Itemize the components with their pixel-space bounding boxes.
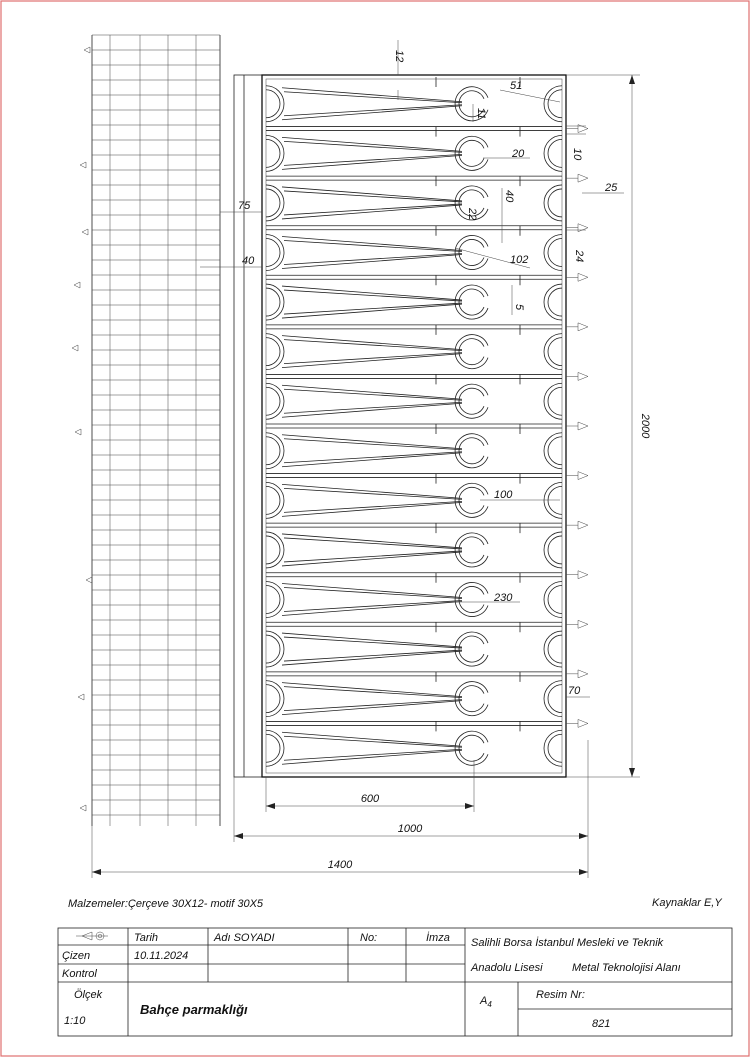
dim-12 [393,40,405,100]
date-header: Tarih [134,932,159,944]
edge-arrow-head [578,273,588,281]
dim-51-text: 51 [510,80,523,92]
dim-2000 [566,75,651,777]
school-line-2a: Anadolu Lisesi [471,962,543,974]
dim-75-text: 75 [238,200,251,212]
dim-10 [566,126,586,161]
dim-24-text: 24 [573,250,585,263]
paper-size-main: A [480,995,488,1007]
dim-40-b [200,255,262,267]
dim-1000 [234,740,588,842]
motif-module [266,275,562,320]
dim-1000-text: 1000 [397,823,423,835]
paper-size [479,995,492,1009]
signature-header: İmza [426,932,450,944]
motif-module [266,424,562,469]
dim-22-text: 22 [466,208,478,221]
dim-20-text: 20 [512,148,525,160]
edge-arrow-head [578,323,588,331]
wall-hatch-mark [74,282,80,288]
motif-module [266,573,562,618]
dim-11-text: 11 [475,108,487,120]
dim-70-text: 70 [568,685,581,697]
drawing-title: Bahçe parmaklığı [140,1002,248,1017]
edge-arrow-head [578,422,588,430]
motif-module [266,325,562,370]
scale-value: 1:10 [64,1015,86,1027]
dim-11 [473,104,487,122]
wall-hatch-mark [80,162,86,168]
paper-size-sub: 4 [487,1000,492,1009]
edge-arrow-head [578,670,588,678]
wall-hatch-mark [75,429,81,435]
wall-hatch-mark [80,805,86,811]
control-label: Kontrol [62,968,97,980]
dim-100-text: 100 [494,489,513,501]
dim-75 [220,200,262,212]
motif-module [266,374,562,419]
school-line-1: Salihli Borsa İstanbul Mesleki ve Teknik [471,937,664,949]
edge-arrow-head [578,174,588,182]
dim-25 [582,182,624,194]
edge-arrow-head [578,472,588,480]
drawn-label: Çizen [62,950,91,962]
dim-230-text: 230 [494,592,513,604]
dim-5-text: 5 [513,304,525,311]
edge-arrow-head [578,372,588,380]
name-header: Adı SOYADI [214,932,275,944]
dim-5 [512,285,525,315]
dim-1400 [92,826,588,878]
edge-arrow-head [578,521,588,529]
author-note: Kaynaklar E,Y [652,897,722,909]
dim-40-b-text: 40 [242,255,255,267]
dim-40-a-text: 40 [503,190,515,203]
scale-label: Ölçek [74,989,103,1001]
edge-arrow-head [578,571,588,579]
wall-hatch-mark [84,47,90,53]
dim-1400-text: 1400 [327,859,353,871]
wall-hatch-mark [86,577,92,583]
no-header: No: [360,932,378,944]
drawing-no: 821 [592,1018,611,1030]
dim-25-text: 25 [605,182,618,194]
edge-arrow-head [578,620,588,628]
wall-hatch-mark [72,345,78,351]
dim-51 [500,80,560,102]
motif-module [266,474,562,519]
projection-symbol-icon [76,932,108,940]
dim-2000-text: 2000 [639,413,651,439]
motif-module [266,523,562,568]
drawing-no-label: Resim Nr: [536,989,585,1001]
dim-600-text: 600 [360,793,380,805]
wall-hatch-mark [78,694,84,700]
dim-40-a [502,188,515,243]
edge-arrow-head [578,719,588,727]
school-line-2b: Metal Teknolojisi Alanı [572,962,681,974]
dim-70 [566,685,590,697]
dim-24 [566,230,586,262]
dim-12-text: 12 [393,50,405,63]
motif-module [266,672,562,717]
edge-arrow-head [578,224,588,232]
motif-module [266,176,562,221]
fence-motifs [266,77,562,766]
dim-22 [466,207,478,220]
right-edge-arrows [566,125,588,728]
motif-module [266,721,562,766]
fence-post [234,75,262,777]
dim-20 [483,148,530,160]
dim-600 [266,760,474,812]
brick-wall [72,35,220,826]
material-note: Malzemeler:Çerçeve 30X12- motif 30X5 [68,898,264,910]
wall-hatch-mark [82,229,88,235]
dim-10-text: 10 [571,148,583,161]
dim-102-text: 102 [510,254,529,266]
dim-102 [455,248,530,268]
drawn-date: 10.11.2024 [134,950,189,962]
motif-module [266,622,562,667]
